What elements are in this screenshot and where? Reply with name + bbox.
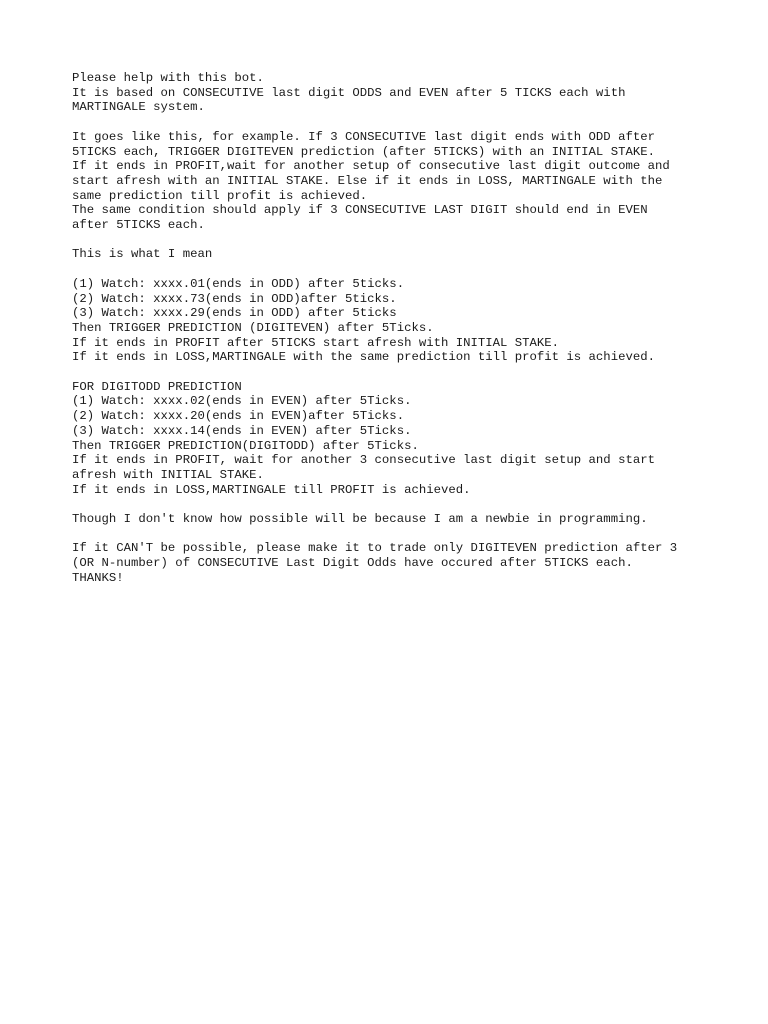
- paragraph-explanation: [72, 130, 712, 233]
- text-line: MARTINGALE system.: [72, 100, 205, 115]
- paragraph-intro: [72, 71, 712, 115]
- text-line: (3) Watch: xxxx.14(ends in EVEN) after 5Ticks.: [72, 423, 412, 438]
- text-line: afresh with INITIAL STAKE.: [72, 467, 264, 482]
- text-line: 5TICKS each, TRIGGER DIGITEVEN prediction (after 5TICKS) with an INITIAL STAKE.: [72, 144, 655, 159]
- text-line: If it ends in LOSS,MARTINGALE till PROFIT is achieved.: [72, 482, 471, 497]
- paragraph-digiteven-example: [72, 277, 712, 365]
- text-line: The same condition should apply if 3 CONSECUTIVE LAST DIGIT should end in EVEN: [72, 203, 648, 218]
- text-line: (2) Watch: xxxx.73(ends in ODD)after 5ticks.: [72, 291, 397, 306]
- text-line: (2) Watch: xxxx.20(ends in EVEN)after 5Ticks.: [72, 409, 405, 424]
- text-line: (1) Watch: xxxx.01(ends in ODD) after 5ticks.: [72, 276, 405, 291]
- text-line: Though I don't know how possible will be because I am a newbie in programming.: [72, 512, 648, 527]
- text-line: FOR DIGITODD PREDICTION: [72, 379, 242, 394]
- text-line: This is what I mean: [72, 247, 213, 262]
- text-line: If it ends in PROFIT,wait for another setup of consecutive last digit outcome and: [72, 159, 670, 174]
- paragraph-what-i-mean: [72, 247, 712, 262]
- paragraph-newbie-note: [72, 512, 712, 527]
- text-line: (1) Watch: xxxx.02(ends in EVEN) after 5Ticks.: [72, 394, 412, 409]
- text-line: Then TRIGGER PREDICTION(DIGITODD) after 5Ticks.: [72, 438, 419, 453]
- text-line: Then TRIGGER PREDICTION (DIGITEVEN) after 5Ticks.: [72, 320, 434, 335]
- text-line: (OR N-number) of CONSECUTIVE Last Digit Odds have occured after 5TICKS each.: [72, 556, 633, 571]
- text-line: It is based on CONSECUTIVE last digit ODDS and EVEN after 5 TICKS each with: [72, 85, 626, 100]
- text-line: after 5TICKS each.: [72, 218, 205, 233]
- document-body: [72, 71, 712, 600]
- text-line: (3) Watch: xxxx.29(ends in ODD) after 5ticks: [72, 306, 397, 321]
- text-line: If it CAN'T be possible, please make it to trade only DIGITEVEN prediction after 3: [72, 541, 678, 556]
- text-line: If it ends in LOSS,MARTINGALE with the same prediction till profit is achieved.: [72, 350, 655, 365]
- text-line: Please help with this bot.: [72, 71, 264, 85]
- paragraph-digitodd-example: [72, 380, 712, 498]
- text-line: If it ends in PROFIT, wait for another 3 consecutive last digit setup and start: [72, 453, 655, 468]
- text-line: start afresh with an INITIAL STAKE. Else if it ends in LOSS, MARTINGALE with the: [72, 173, 663, 188]
- text-line: THANKS!: [72, 570, 124, 585]
- paragraph-closing-request: [72, 541, 712, 585]
- text-line: If it ends in PROFIT after 5TICKS start afresh with INITIAL STAKE.: [72, 335, 560, 350]
- text-line: same prediction till profit is achieved.: [72, 188, 368, 203]
- text-line: It goes like this, for example. If 3 CONSECUTIVE last digit ends with ODD after: [72, 129, 655, 144]
